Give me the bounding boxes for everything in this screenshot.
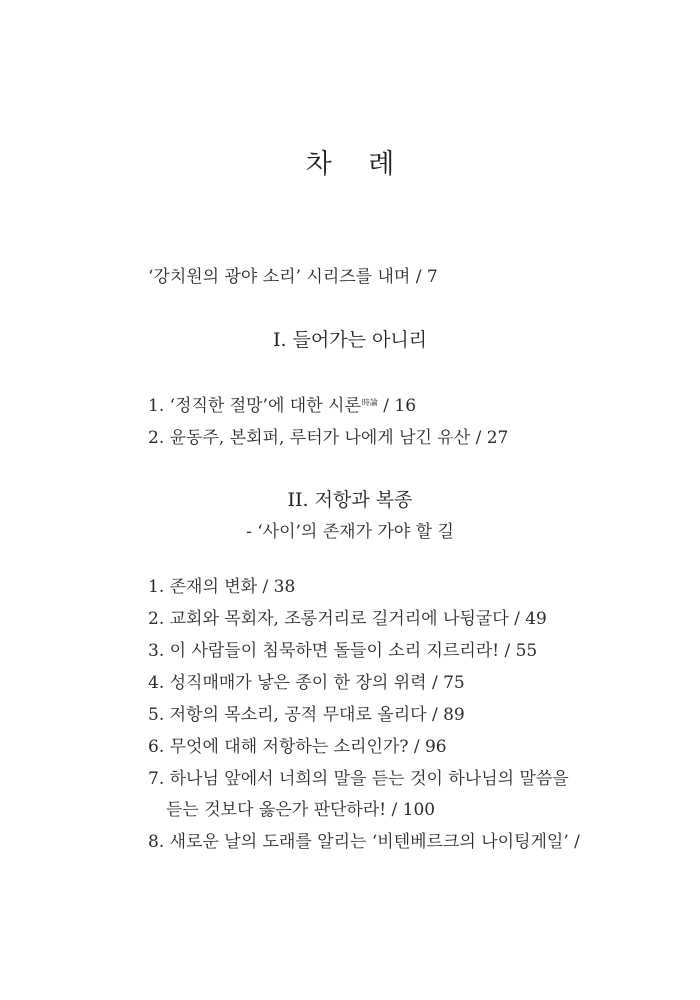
toc-entry-1-1[interactable] [148, 395, 416, 417]
toc-entry-2-2[interactable]: 2. 교회와 목회자, 조롱거리로 길거리에 나뒹굴다 / 49 [148, 609, 547, 629]
toc-entry-2-4[interactable]: 4. 성직매매가 낳은 종이 한 장의 위력 / 75 [148, 673, 465, 693]
toc-entry-2-5[interactable]: 5. 저항의 목소리, 공적 무대로 올리다 / 89 [148, 705, 465, 725]
toc-entry-intro[interactable]: ‘강치원의 광야 소리’ 시리즈를 내며 / 7 [148, 267, 438, 287]
toc-entry-text: 1. ‘정직한 절망’에 대한 시론 [148, 396, 361, 416]
section-subheading-2: - ‘사이’의 존재가 가야 할 길 [246, 522, 454, 542]
toc-entry-2-7-continuation[interactable]: 듣는 것보다 옳은가 판단하라! / 100 [166, 800, 436, 820]
section-heading-1: I. 들어가는 아니리 [272, 329, 428, 351]
page-title: 차 례 [305, 149, 409, 180]
toc-entry-2-3[interactable]: 3. 이 사람들이 침묵하면 돌들이 소리 지르리라! / 55 [148, 641, 538, 661]
section-heading-2: II. 저항과 복종 [287, 489, 413, 511]
toc-entry-page: / 16 [377, 396, 417, 416]
toc-entry-2-7[interactable]: 7. 하나님 앞에서 너희의 말을 듣는 것이 하나님의 말씀을 [148, 769, 569, 789]
toc-entry-1-2[interactable]: 2. 윤동주, 본회퍼, 루터가 나에게 남긴 유산 / 27 [148, 428, 509, 448]
hanja-annotation: 時論 [361, 398, 378, 407]
toc-entry-2-8[interactable]: 8. 새로운 날의 도래를 알리는 ‘비텐베르크의 나이팅게일’ / [148, 832, 580, 852]
toc-entry-2-6[interactable]: 6. 무엇에 대해 저항하는 소리인가? / 96 [148, 737, 447, 757]
toc-entry-2-1[interactable]: 1. 존재의 변화 / 38 [148, 577, 296, 597]
